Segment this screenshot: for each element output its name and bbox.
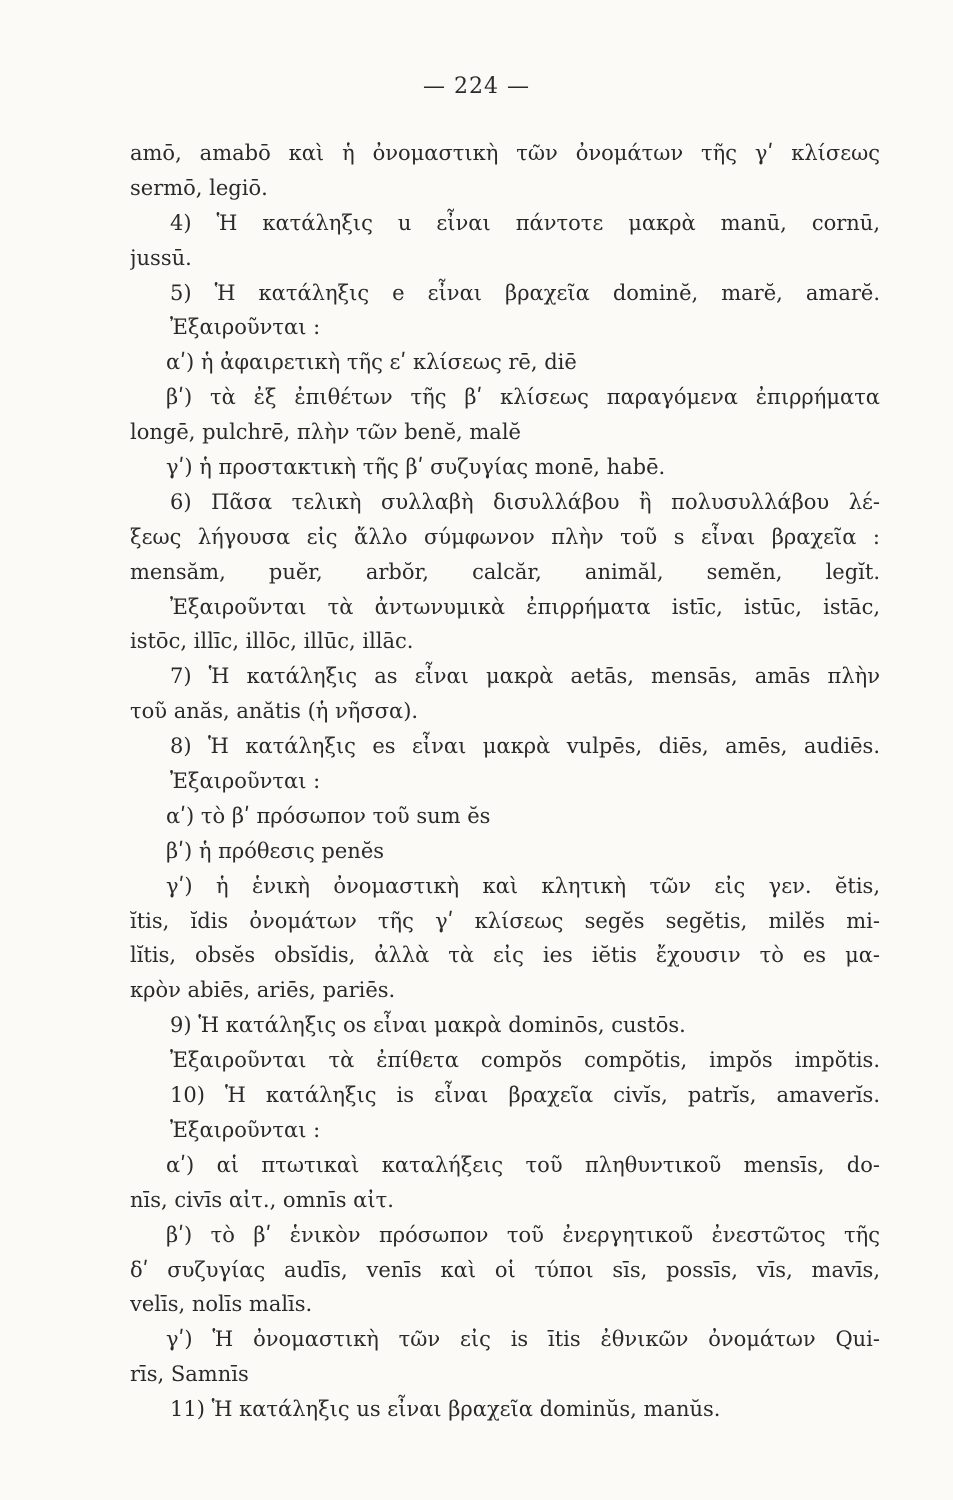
text-line: Ἐξαιροῦνται : <box>170 769 321 794</box>
text-line: istōc, illīc, illōc, illūc, illāc. <box>130 629 414 654</box>
text-line: κρὸν abiēs, ariēs, pariēs. <box>130 978 396 1003</box>
text-line: amō, amabō καὶ ἡ ὀνομαστικὴ τῶν ὀνομάτων τῆς γʹ κλίσεως <box>130 141 880 165</box>
text-line: 5) Ἡ κατάληξις e εἶναι βραχεῖα dominĕ, marĕ, amarĕ. <box>170 280 880 305</box>
text-line: γʹ) ἡ προστακτικὴ τῆς βʹ συζυγίας monē, habē. <box>166 455 666 480</box>
text-line: nīs, civīs αἰτ., omnīs αἰτ. <box>130 1187 394 1212</box>
text-line: ĭtis, ĭdis ὀνομάτων τῆς γʹ κλίσεως segĕs segĕtis, milĕs mi- <box>130 908 880 933</box>
text-line: Ἐξαιροῦνται τὰ ἐπίθετα compŏs compŏtis, impŏs impŏtis. <box>170 1048 880 1073</box>
text-line: longē, pulchrē, πλὴν τῶν benĕ, malĕ <box>130 420 521 445</box>
text-line: Ἐξαιροῦνται τὰ ἀντωνυμικὰ ἐπιρρήματα istīc, istūc, istāc, <box>170 594 880 619</box>
text-line: sermō, legiō. <box>130 175 268 200</box>
text-line: βʹ) τὰ ἐξ ἐπιθέτων τῆς βʹ κλίσεως παραγόμενα ἐπιρρήματα <box>166 385 880 410</box>
text-line: 9) Ἡ κατάληξις os εἶναι μακρὰ dominōs, custōs. <box>170 1013 686 1038</box>
text-line: rīs, Samnīs <box>130 1362 249 1387</box>
text-line: δʹ συζυγίας audīs, venīs καὶ οἱ τύποι sīs, possīs, vīs, mavīs, <box>130 1257 880 1282</box>
text-line: βʹ) τὸ βʹ ἑνικὸν πρόσωπον τοῦ ἐνεργητικοῦ ἐνεστῶτος τῆς <box>166 1222 880 1247</box>
text-line: αʹ) ἡ ἀφαιρετικὴ τῆς εʹ κλίσεως rē, diē <box>166 350 577 375</box>
text-line: mensăm, puĕr, arbŏr, calcăr, animăl, semĕn, legĭt. <box>130 559 880 584</box>
text-line: 10) Ἡ κατάληξις is εἶναι βραχεῖα civĭs, patrĭs, amaverĭs. <box>170 1083 880 1108</box>
text-line: Ἐξαιροῦνται : <box>170 315 321 340</box>
text-line: jussū. <box>130 245 192 270</box>
text-line: αʹ) αἱ πτωτικαὶ καταλήξεις τοῦ πληθυντικοῦ mensīs, do- <box>166 1152 880 1177</box>
text-line: Ἐξαιροῦνται : <box>170 1117 321 1142</box>
text-line: velīs, nolīs malīs. <box>130 1292 313 1317</box>
text-line: lĭtis, obsĕs obsĭdis, ἀλλὰ τὰ εἰς ies iĕtis ἔχουσιν τὸ es μα- <box>130 943 880 968</box>
text-line: γʹ) Ἡ ὀνομαστικὴ τῶν εἰς is ītis ἐθνικῶν ὀνομάτων Qui- <box>166 1327 880 1352</box>
text-line: 6) Πᾶσα τελικὴ συλλαβὴ δισυλλάβου ἢ πολυσυλλάβου λέ- <box>170 489 880 514</box>
text-line: τοῦ anăs, anătis (ἡ νῆσσα). <box>130 699 419 724</box>
text-line: 7) Ἡ κατάληξις as εἶναι μακρὰ aetās, mensās, amās πλὴν <box>170 664 880 689</box>
page-number: — 224 — <box>423 74 530 99</box>
text-line: γʹ) ἡ ἑνικὴ ὀνομαστικὴ καὶ κλητικὴ τῶν εἰς γεν. ĕtis, <box>166 873 880 898</box>
body-text <box>130 136 880 1427</box>
text-line: βʹ) ἡ πρόθεσις penĕs <box>166 838 385 863</box>
text-line: 4) Ἡ κατάληξις u εἶναι πάντοτε μακρὰ manū, cornū, <box>170 210 880 235</box>
text-line: αʹ) τὸ βʹ πρόσωπον τοῦ sum ĕs <box>166 803 491 828</box>
text-line: ξεως λήγουσα εἰς ἄλλο σύμφωνον πλὴν τοῦ s εἶναι βραχεῖα : <box>130 524 880 549</box>
text-line: 11) Ἡ κατάληξις us εἶναι βραχεῖα dominŭs, manŭs. <box>170 1397 721 1422</box>
text-line: 8) Ἡ κατάληξις es εἶναι μακρὰ vulpēs, diēs, amēs, audiēs. <box>170 734 880 759</box>
